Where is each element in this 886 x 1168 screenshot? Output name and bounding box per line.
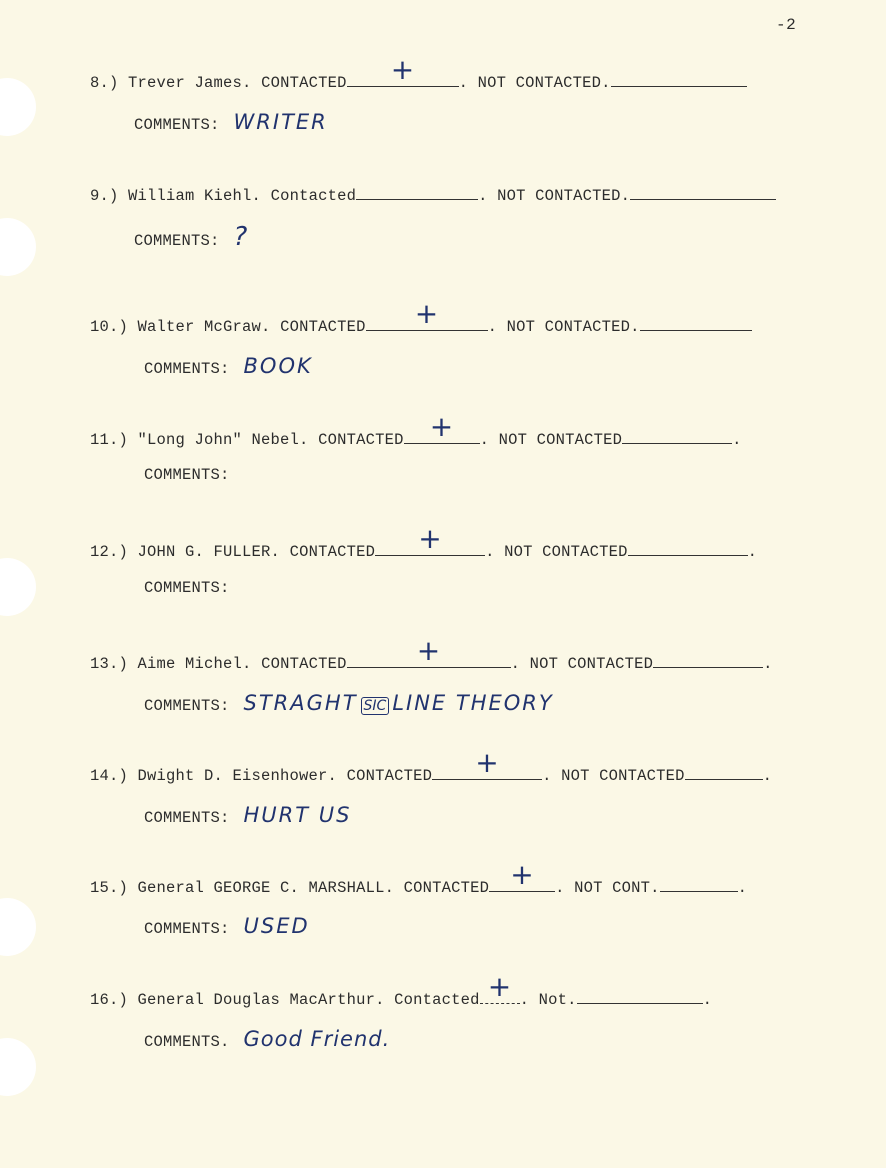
not-contacted-blank	[577, 989, 703, 1004]
handwritten-comment: HURT US	[243, 803, 352, 827]
handwritten-comment: BOOK	[243, 354, 313, 378]
not-contacted-blank	[630, 185, 776, 200]
entry-name: "Long John" Nebel.	[137, 431, 309, 449]
punch-hole	[0, 78, 36, 136]
handwritten-comment: ?	[233, 222, 250, 252]
not-contacted-blank	[685, 765, 763, 780]
entry-12-comments-line	[144, 579, 244, 597]
not-contacted-blank	[653, 653, 763, 668]
punch-hole	[0, 1038, 36, 1096]
contacted-label: CONTACTED	[403, 879, 490, 897]
entry-14-comments-line	[144, 803, 351, 827]
not-contacted-label: NOT CONT.	[574, 879, 660, 897]
entry-8-contact-line: 8.) Trever James. CONTACTED + . NOT CONTACTED.	[90, 72, 747, 92]
entry-13-comments-line	[144, 691, 554, 715]
comments-label: COMMENTS:	[144, 920, 230, 938]
entry-name: JOHN G. FULLER.	[137, 543, 281, 561]
entry-number: 11.)	[90, 431, 129, 449]
comments-label: COMMENTS:	[144, 697, 230, 715]
not-contacted-blank	[640, 316, 752, 331]
contacted-blank	[489, 858, 555, 892]
punch-hole	[0, 218, 36, 276]
entry-15-contact-line: 15.) General GEORGE C. MARSHALL. CONTACTED + . NOT CONT. .	[90, 858, 748, 897]
comments-label: COMMENTS:	[144, 360, 230, 378]
contacted-blank	[375, 522, 485, 556]
entry-10-comments-line	[144, 354, 313, 378]
page-number: -2	[776, 16, 797, 34]
entry-number: 16.)	[90, 991, 129, 1009]
contacted-check-mark: +	[390, 53, 415, 86]
entry-name: William Kiehl.	[128, 187, 262, 205]
entry-9-contact-line: 9.) William Kiehl. Contacted . NOT CONTACTED.	[90, 185, 776, 205]
comments-label: COMMENTS.	[144, 1033, 230, 1051]
punch-hole	[0, 558, 36, 616]
not-contacted-blank	[628, 541, 748, 556]
entry-number: 15.)	[90, 879, 129, 897]
contacted-blank	[404, 410, 480, 444]
entry-16-contact-line: 16.) General Douglas MacArthur. Contacted + . Not. .	[90, 970, 713, 1009]
contacted-blank	[347, 634, 511, 668]
contacted-label: CONTACTED	[346, 767, 433, 785]
contacted-check-mark: +	[475, 746, 499, 779]
contacted-blank	[347, 53, 459, 87]
not-contacted-label: NOT CONTACTED.	[506, 318, 640, 336]
contacted-check-mark: +	[418, 522, 442, 555]
not-contacted-label: NOT CONTACTED	[529, 655, 654, 673]
contacted-label: Contacted	[270, 187, 357, 205]
contacted-label: CONTACTED	[261, 74, 347, 92]
comments-label: COMMENTS:	[144, 466, 230, 484]
not-contacted-label: NOT CONTACTED.	[477, 74, 611, 92]
entry-14-contact-line: 14.) Dwight D. Eisenhower. CONTACTED + . NOT CONTACTED .	[90, 746, 773, 785]
handwritten-comment: STRAGHT SIC LINE THEORY	[243, 691, 554, 715]
entry-name: Dwight D. Eisenhower.	[137, 767, 338, 785]
entry-16-comments-line	[144, 1027, 390, 1051]
punch-hole	[0, 898, 36, 956]
not-contacted-label: Not.	[538, 991, 577, 1009]
entry-9-comments-line	[134, 222, 249, 252]
contacted-blank	[432, 746, 542, 780]
comments-label: COMMENTS:	[134, 116, 220, 134]
sic-annotation: SIC	[361, 697, 390, 715]
entry-name: Trever James.	[128, 74, 252, 92]
comments-label: COMMENTS:	[144, 579, 230, 597]
not-contacted-label: NOT CONTACTED.	[497, 187, 631, 205]
entry-name: General GEORGE C. MARSHALL.	[137, 879, 395, 897]
entry-13-contact-line: 13.) Aime Michel. CONTACTED + . NOT CONTACTED .	[90, 634, 773, 673]
entry-number: 13.)	[90, 655, 129, 673]
contacted-check-mark: +	[429, 410, 454, 443]
contacted-check-mark: +	[510, 858, 534, 891]
contacted-check-mark: +	[487, 970, 512, 1003]
entry-11-comments-line	[144, 466, 244, 484]
entry-12-contact-line: 12.) JOHN G. FULLER. CONTACTED + . NOT CONTACTED .	[90, 522, 758, 561]
not-contacted-label: NOT CONTACTED	[561, 767, 685, 785]
contacted-blank	[356, 185, 478, 200]
not-contacted-blank	[660, 877, 738, 892]
comments-label: COMMENTS:	[144, 809, 230, 827]
contacted-label: CONTACTED	[289, 543, 376, 561]
not-contacted-blank	[611, 72, 747, 87]
entry-number: 8.)	[90, 74, 119, 92]
entry-name: General Douglas MacArthur.	[137, 991, 385, 1009]
contacted-label: CONTACTED	[261, 655, 347, 673]
contacted-check-mark: +	[416, 634, 441, 667]
entry-number: 12.)	[90, 543, 129, 561]
entry-10-contact-line: 10.) Walter McGraw. CONTACTED + . NOT CONTACTED.	[90, 316, 752, 336]
contacted-blank	[480, 970, 520, 1004]
entry-11-contact-line: 11.) "Long John" Nebel. CONTACTED + . NOT CONTACTED .	[90, 410, 742, 449]
entry-number: 14.)	[90, 767, 129, 785]
not-contacted-label: NOT CONTACTED	[498, 431, 623, 449]
entry-name: Aime Michel.	[137, 655, 252, 673]
contacted-check-mark: +	[414, 297, 439, 330]
handwritten-comment: USED	[243, 914, 310, 938]
comments-label: COMMENTS:	[134, 232, 220, 250]
not-contacted-label: NOT CONTACTED	[504, 543, 628, 561]
contacted-label: CONTACTED	[280, 318, 366, 336]
not-contacted-blank	[622, 429, 732, 444]
entry-name: Walter McGraw.	[137, 318, 271, 336]
entry-number: 9.)	[90, 187, 119, 205]
contacted-label: CONTACTED	[318, 431, 404, 449]
entry-number: 10.)	[90, 318, 129, 336]
contacted-blank	[366, 297, 488, 331]
entry-8-comments-line	[134, 110, 328, 134]
contacted-label: Contacted	[394, 991, 480, 1009]
entry-15-comments-line	[144, 914, 310, 938]
handwritten-comment: Good Friend.	[243, 1027, 391, 1051]
handwritten-comment: WRITER	[233, 110, 328, 134]
